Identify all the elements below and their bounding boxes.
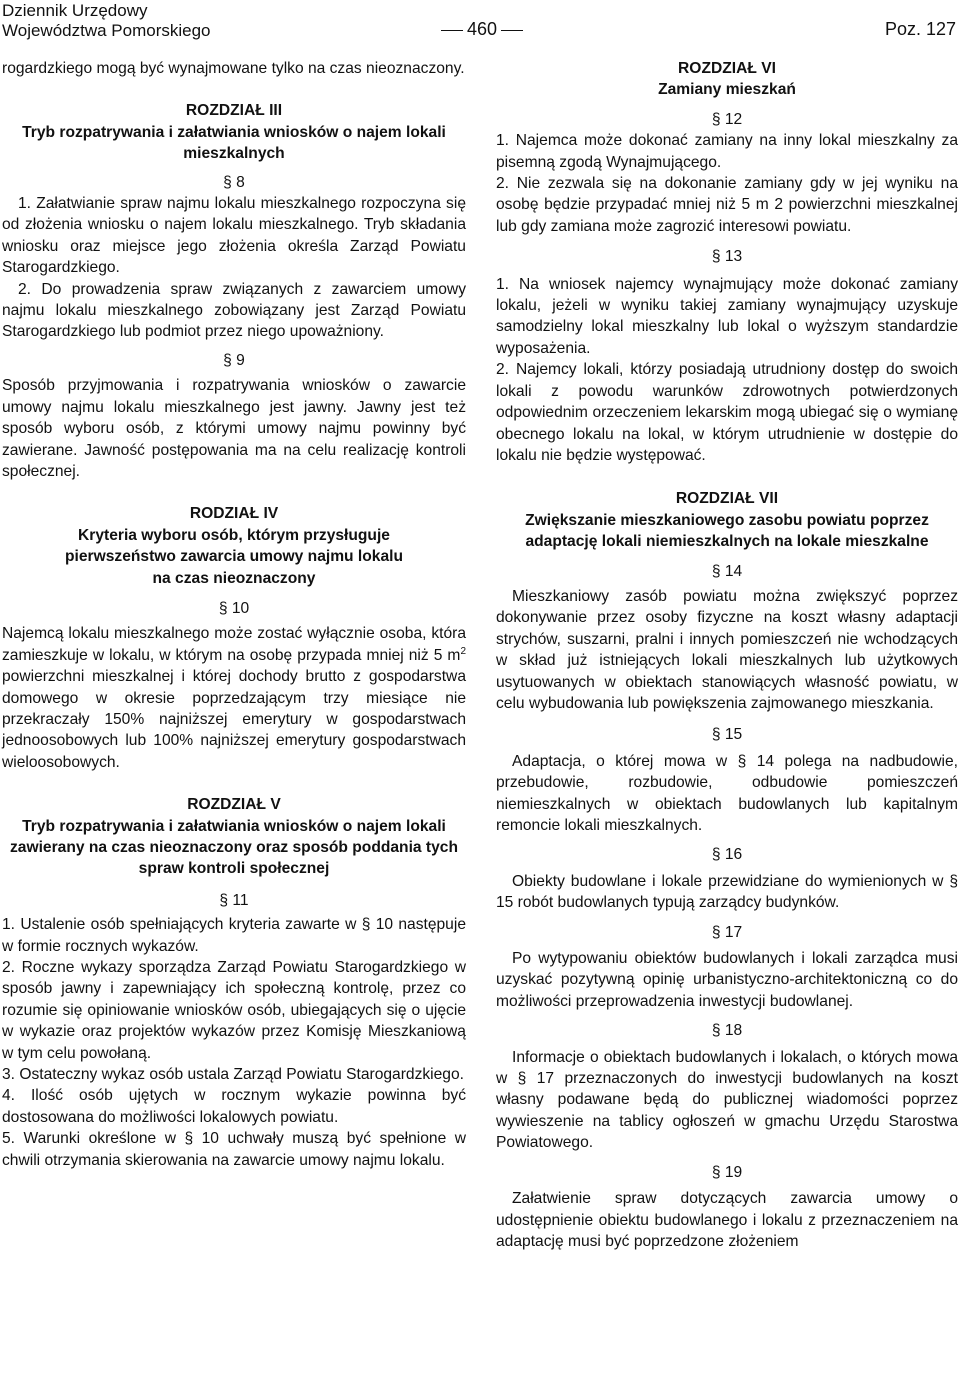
chapter-4-label: RODZIAŁ IV xyxy=(189,505,279,523)
position-number: Poz. 127 xyxy=(884,19,956,39)
section-11-sign: § 11 xyxy=(219,891,249,909)
chapter-3-label: ROZDZIAŁ III xyxy=(185,102,283,120)
section-9-sign: § 9 xyxy=(223,351,245,369)
intro-paragraph: rogardzkiego mogą być wynajmowane tylko na czas nieoznaczony. xyxy=(2,60,465,77)
dash-left xyxy=(441,30,463,31)
section-12-sign: § 12 xyxy=(711,110,743,128)
section-19-p1: Załatwienie spraw dotyczących zawarcia umowy o udostępnienie obiektu budowlanego i lokalu z przeznaczeniem na adaptację musi być poprzedzone złożeniem xyxy=(496,1190,958,1250)
section-11-item-4: 4. Ilość osób ujętych w rocznym wykazie powinna być dostosowana do możliwości lokalowych powiatu. xyxy=(2,1087,466,1126)
right-column xyxy=(496,58,958,1252)
section-12-p1: 1. Najemca może dokonać zamiany na inny lokal mieszkalny za pisemną zgodą Wynajmującego. xyxy=(496,132,958,171)
section-11-item-2: 2. Roczne wykazy sporządza Zarząd Powiatu Starogardzkiego w sposób jawny i zapewniający ich społeczną kontrolę, przez co rozumie się opiniowanie wniosków osób, ubiegających się o ujęcie w wykazie oraz projektów wykazów przez Komisję Mieszkaniową w tym celu powołaną. xyxy=(2,959,466,1062)
section-18-sign: § 18 xyxy=(711,1022,743,1040)
left-column xyxy=(2,58,466,1171)
section-8-p2: 2. Do prowadzenia spraw związanych z zawarciem umowy najmu lokalu mieszkalnego zobowiązany jest Zarząd Powiatu Starogardzkiego lub podmiot przez niego upoważniony. xyxy=(2,280,466,341)
publication-line-2: Województwa Pomorskiego xyxy=(2,21,211,40)
chapter-5-label: ROZDZIAŁ V xyxy=(187,796,281,814)
superscript-2: 2 xyxy=(460,645,466,657)
dash-right xyxy=(501,30,523,31)
chapter-6-title: Zamiany mieszkań xyxy=(658,81,796,99)
section-14-p1: Mieszkaniowy zasób powiatu można zwiększyć poprzez dokonywanie przez osoby fizyczne na koszt własny adaptacji strychów, suszarni, pralni i innych pomieszczeń nie wchodzących w skład już istniejących lokali mieszkalnych lub użytkowych usytuowanych w obiektach stanowiących własność powiatu, w celu wybudowania lub powiększenia zajmowanego mieszkania. xyxy=(496,587,958,712)
section-10-text-b: powierzchni mieszkalnej i której dochody brutto z gospodarstwa domowego w okresie poprzedzającym trzy miesiące nie przekraczały 150% najniższej emerytury w gospodarstwach jednoosobowych lub 100% najniższej emerytury gospodarstwach wieloosobowych. xyxy=(2,668,466,771)
section-11-item-3: 3. Ostateczny wykaz osób ustala Zarząd Powiatu Starogardzkiego. xyxy=(2,1066,464,1084)
section-10-sign: § 10 xyxy=(218,599,250,617)
chapter-7-title: Zwiększanie mieszkaniowego zasobu powiatu poprzez adaptację lokali niemieszkalnych na lokale mieszkalne xyxy=(525,511,929,551)
section-11-item-1: 1. Ustalenie osób spełniających kryteria zawarte w § 10 następuje w formie rocznych wykazów. xyxy=(2,916,466,955)
publication-line-1: Dziennik Urzędowy xyxy=(2,1,148,20)
section-16-sign: § 16 xyxy=(711,846,743,864)
section-16-p1: Obiekty budowlane i lokale przewidziane do wymienionych w § 15 robót budowlanych typują zarządcy budynków. xyxy=(496,872,958,912)
section-17-sign: § 17 xyxy=(711,923,743,941)
section-15-p1: Adaptacja, o której mowa w § 14 polega na nadbudowie, przebudowie, rozbudowie, odbudowie pomieszczeń niemieszkalnych w obiektach budowlanych lub kapitalnym remoncie lokali mieszkalnych. xyxy=(496,752,958,834)
section-12-p2: 2. Nie zezwala się na dokonanie zamiany gdy w jej wyniku na osobę będzie przypadać mniej niż 5 m 2 powierzchni mieszkalnej lub gdy zamiana może zagrozić interesowi powiatu. xyxy=(496,175,958,235)
section-18-p1: Informacje o obiektach budowlanych i lokalach, o których mowa w § 17 przeznaczonych do inwestycji budowlanych na koszt własny podawane będą do publicznej wiadomości poprzez wywieszenie na tablicy ogłoszeń w gmachu Urzędu Starostwa Powiatowego. xyxy=(496,1048,958,1152)
section-11-item-5: 5. Warunki określone w § 10 uchwały muszą być spełnione w chwili otrzymania skierowania na zawarcie umowy najmu lokalu. xyxy=(2,1130,466,1169)
chapter-4-title: Kryteria wyboru osób, którym przysługuje pierwszeństwo zawarcia umowy najmu lokalu na czas nieoznaczony xyxy=(65,526,403,587)
section-14-sign: § 14 xyxy=(711,562,743,580)
section-9-p1: Sposób przyjmowania i rozpatrywania wniosków o zawarcie umowy najmu lokalu mieszkalnego jest jawny. Jawny jest też sposób wyboru osób, z którymi umowy najmu powinny być zawierane. Jawność postępowania ma na celu realizację kontroli społecznej. xyxy=(2,377,466,480)
section-13-p1: 1. Na wniosek najemcy wynajmujący może dokonać zamiany lokalu, jeżeli w wyniku takiej zamiany wynajmujący uzyskuje samodzielny lokal mieszkalny lub lokal o wyższym standardzie wyposażenia. xyxy=(496,275,958,357)
section-10-text-a: Najemcą lokalu mieszkalnego może zostać wyłącznie osoba, która zamieszkuje w lokalu, w którym na osobę przypada mniej niż 5 m xyxy=(2,625,466,664)
chapter-7-label: ROZDZIAŁ VII xyxy=(675,490,779,508)
chapter-6-label: ROZDZIAŁ VI xyxy=(678,60,776,77)
page-number-text: 460 xyxy=(467,19,498,39)
page-header xyxy=(0,0,960,44)
section-10-p1 xyxy=(2,623,466,773)
section-13-sign: § 13 xyxy=(711,248,743,266)
chapter-3-title: Tryb rozpatrywania i załatwiania wniosków o najem lokali mieszkalnych xyxy=(22,123,446,163)
section-13-p2: 2. Najemcy lokali, którzy posiadają utrudniony dostęp do swoich lokali z powodu warunków zdrowotnych potwierdzonych odpowiednim orzeczeniem lekarskim mogą ubiegać się o wymianę obecnego lokalu na lokal, w którym utrudnienie w dostępie do lokalu nie będzie występować. xyxy=(496,361,958,464)
section-15-sign: § 15 xyxy=(711,726,743,744)
page-number xyxy=(437,18,527,40)
publication-name xyxy=(2,1,211,41)
section-8-sign: § 8 xyxy=(223,173,245,191)
section-19-sign: § 19 xyxy=(711,1163,743,1181)
section-8-p1: 1. Załatwianie spraw najmu lokalu mieszkalnego rozpoczyna się od złożenia wniosku o najem lokalu mieszkalnego. Tryb składania wniosku oraz miejsce jego złożenia określa Zarząd Powiatu Starogardzkiego. xyxy=(2,195,466,277)
section-17-p1: Po wytypowaniu obiektów budowlanych i lokali zarządca musi uzyskać pozytywną opinię urbanistyczno-architektoniczną co do możliwości przeprowadzenia inwestycji budowlanej. xyxy=(496,950,958,1010)
chapter-5-title: Tryb rozpatrywania i załatwiania wniosków o najem lokali zawierany na czas nieoznaczony oraz sposób poddania tych spraw kontroli społecznej xyxy=(9,817,458,878)
